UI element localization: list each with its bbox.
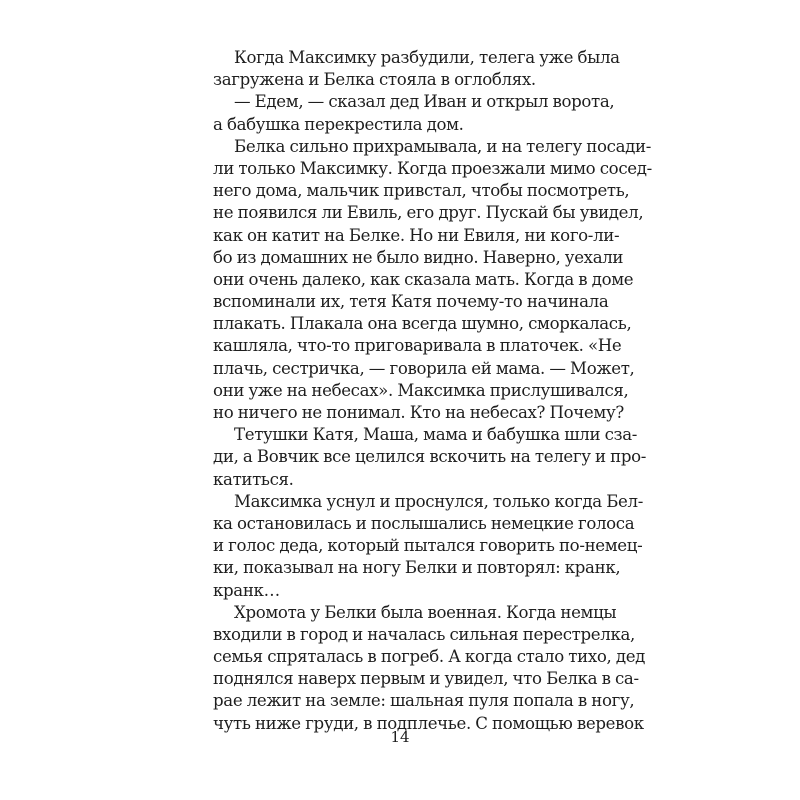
text-line: вспоминали их, тетя Катя почему-то начинала <box>213 292 609 312</box>
page-text-block <box>213 47 652 735</box>
text-line: ди, а Вовчик все целился вскочить на телегу и про- <box>213 447 647 467</box>
text-line: него дома, мальчик привстал, чтобы посмотреть, <box>213 181 630 201</box>
text-line: чуть ниже груди, в подплечье. С помощью веревок <box>213 713 644 733</box>
text-line: плачь, сестричка, — говорила ей мама. — Может, <box>213 358 635 378</box>
text-line: входили в город и началась сильная перестрелка, <box>213 624 635 644</box>
paragraph <box>213 91 615 135</box>
paragraph <box>213 491 643 602</box>
text-line: Белка сильно прихрамывала, и на телегу посади- <box>234 136 651 156</box>
text-line: как он катит на Белке. Но ни Евиля, ни кого-ли- <box>213 225 620 245</box>
text-line: кашляла, что-то приговаривала в платочек. «Не <box>213 336 622 356</box>
text-line: Тетушки Катя, Маша, мама и бабушка шли сза- <box>234 425 638 445</box>
text-line: поднялся наверх первым и увидел, что Белка в са- <box>213 669 639 689</box>
text-line: семья спряталась в погреб. А когда стало тихо, дед <box>213 647 646 667</box>
paragraph <box>213 602 646 735</box>
text-line: катиться. <box>213 469 294 489</box>
page-number: 14 <box>390 728 410 746</box>
text-line: но ничего не понимал. Кто на небесах? Почему? <box>213 403 624 422</box>
text-line: бо из домашних не было видно. Наверно, уехали <box>213 247 624 267</box>
text-line: ка остановилась и послышались немецкие голоса <box>213 513 635 533</box>
text-line: загружена и Белка стояла в оглоблях. <box>213 70 536 90</box>
text-line: плакать. Плакала она всегда шумно, сморкалась, <box>213 314 632 334</box>
text-line: Максимка уснул и проснулся, только когда Бел- <box>234 491 643 511</box>
paragraph <box>213 136 652 424</box>
text-line: — Едем, — сказал дед Иван и открыл ворота, <box>234 92 615 112</box>
text-line: рае лежит на земле: шальная пуля попала в ногу, <box>213 691 635 711</box>
text-line: а бабушка перекрестила дом. <box>213 114 464 134</box>
text-line: не появился ли Евиль, его друг. Пускай бы увидел, <box>213 203 644 223</box>
paragraph <box>213 424 647 491</box>
text-line: и голос деда, который пытался говорить по-немец- <box>213 536 643 556</box>
text-line: Когда Максимку разбудили, телега уже была <box>234 48 620 67</box>
text-line: они очень далеко, как сказала мать. Когда в доме <box>213 269 634 289</box>
text-line: ки, показывал на ногу Белки и повторял: кранк, <box>213 558 621 578</box>
text-line: ли только Максимку. Когда проезжали мимо сосед- <box>213 158 652 178</box>
text-line: кранк… <box>213 580 280 600</box>
paragraph <box>213 47 620 91</box>
text-line: они уже на небесах». Максимка прислушивался, <box>213 380 629 400</box>
text-line: Хромота у Белки была военная. Когда немцы <box>234 602 617 622</box>
